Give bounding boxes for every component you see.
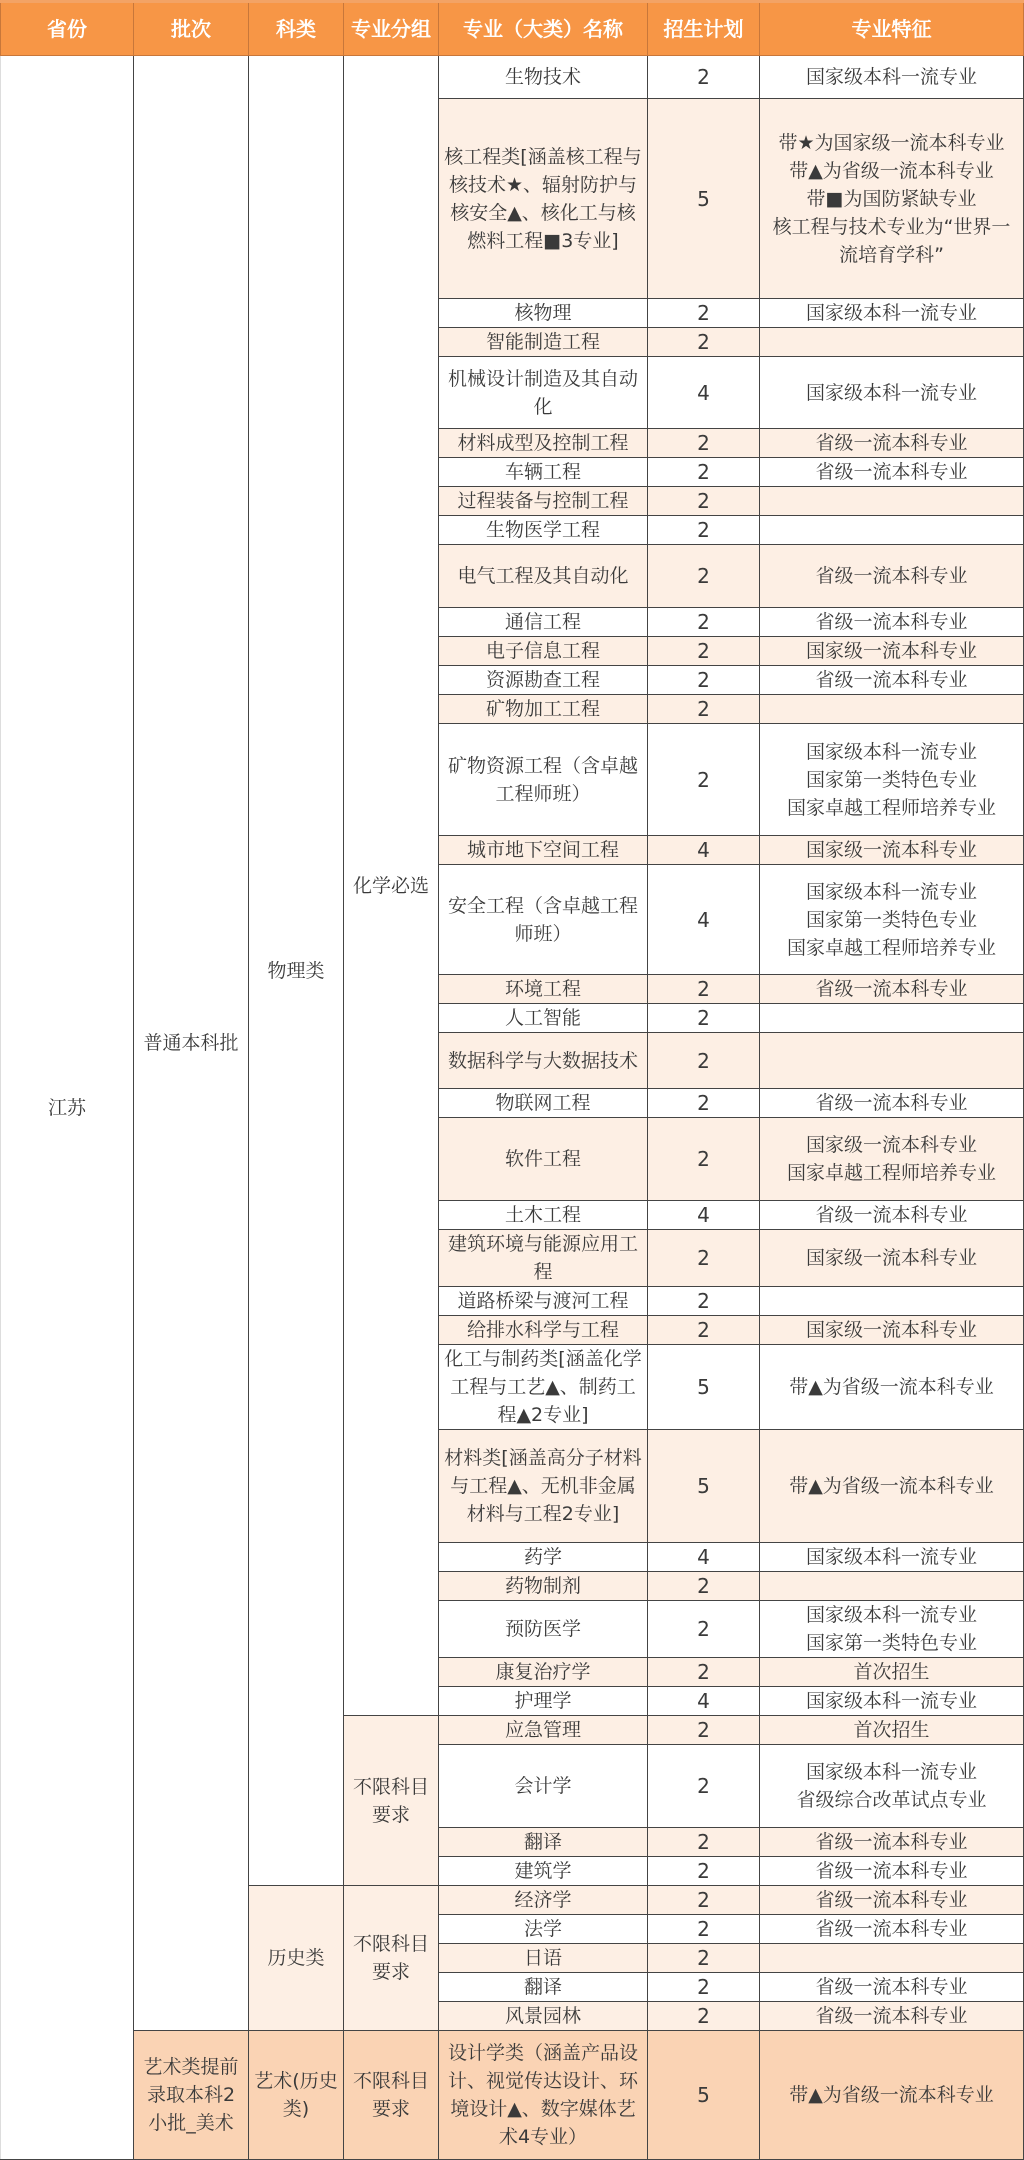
feature-cell: 省级一流本科专业 [760, 1886, 1024, 1915]
feature-cell [760, 1004, 1024, 1033]
province-cell: 江苏 [1, 56, 134, 2160]
plan-cell: 2 [648, 1857, 760, 1886]
group-cell: 不限科目要求 [344, 1716, 439, 1886]
feature-cell: 国家级本科一流专业 [760, 1687, 1024, 1716]
feature-cell [760, 1944, 1024, 1973]
major-name-cell: 土木工程 [439, 1201, 648, 1230]
major-name-cell: 机械设计制造及其自动化 [439, 357, 648, 429]
plan-cell: 2 [648, 1004, 760, 1033]
group-cell: 不限科目要求 [344, 2031, 439, 2160]
feature-cell: 省级一流本科专业 [760, 1857, 1024, 1886]
major-name-cell: 翻译 [439, 1828, 648, 1857]
plan-cell: 2 [648, 637, 760, 666]
plan-cell: 2 [648, 1572, 760, 1601]
feature-cell: 国家级本科一流专业 国家第一类特色专业 国家卓越工程师培养专业 [760, 865, 1024, 975]
major-name-cell: 资源勘查工程 [439, 666, 648, 695]
feature-cell: 国家级本科一流专业 省级综合改革试点专业 [760, 1745, 1024, 1828]
plan-cell: 2 [648, 1944, 760, 1973]
plan-cell: 5 [648, 1345, 760, 1430]
plan-cell: 5 [648, 2031, 760, 2160]
feature-cell: 国家级本科一流专业 国家第一类特色专业 [760, 1601, 1024, 1658]
major-name-cell: 环境工程 [439, 975, 648, 1004]
plan-cell: 5 [648, 99, 760, 299]
category-cell: 物理类 [249, 56, 344, 1886]
feature-cell: 国家级一流本科专业 [760, 637, 1024, 666]
plan-cell: 2 [648, 1601, 760, 1658]
plan-cell: 2 [648, 1118, 760, 1201]
plan-cell: 4 [648, 865, 760, 975]
feature-cell: 国家级本科一流专业 [760, 299, 1024, 328]
major-name-cell: 护理学 [439, 1687, 648, 1716]
plan-cell: 2 [648, 608, 760, 637]
plan-cell: 2 [648, 1089, 760, 1118]
feature-cell [760, 695, 1024, 724]
feature-cell: 国家级本科一流专业 [760, 56, 1024, 99]
major-name-cell: 软件工程 [439, 1118, 648, 1201]
major-name-cell: 核工程类[涵盖核工程与核技术★、辐射防护与核安全▲、核化工与核燃料工程■3专业] [439, 99, 648, 299]
category-cell: 艺术(历史类) [249, 2031, 344, 2160]
major-name-cell: 材料类[涵盖高分子材料与工程▲、无机非金属材料与工程2专业] [439, 1430, 648, 1543]
header-row [1, 2, 1024, 56]
header-group: 专业分组 [344, 2, 439, 56]
feature-cell: 省级一流本科专业 [760, 1973, 1024, 2002]
plan-cell: 4 [648, 357, 760, 429]
feature-cell: 省级一流本科专业 [760, 975, 1024, 1004]
plan-cell: 2 [648, 975, 760, 1004]
feature-cell: 省级一流本科专业 [760, 1201, 1024, 1230]
plan-cell: 5 [648, 1430, 760, 1543]
plan-cell: 2 [648, 1033, 760, 1089]
header-major-name: 专业（大类）名称 [439, 2, 648, 56]
major-name-cell: 法学 [439, 1915, 648, 1944]
plan-cell: 2 [648, 56, 760, 99]
header-plan: 招生计划 [648, 2, 760, 56]
plan-cell: 2 [648, 1287, 760, 1316]
major-name-cell: 经济学 [439, 1886, 648, 1915]
feature-cell: 国家级一流本科专业 [760, 1316, 1024, 1345]
feature-cell [760, 1287, 1024, 1316]
major-name-cell: 生物医学工程 [439, 516, 648, 545]
major-name-cell: 安全工程（含卓越工程师班） [439, 865, 648, 975]
feature-cell: 带▲为省级一流本科专业 [760, 2031, 1024, 2160]
batch-cell: 普通本科批 [134, 56, 249, 2031]
major-name-cell: 人工智能 [439, 1004, 648, 1033]
plan-cell: 2 [648, 487, 760, 516]
major-name-cell: 药学 [439, 1543, 648, 1572]
feature-cell: 省级一流本科专业 [760, 1089, 1024, 1118]
major-name-cell: 设计学类（涵盖产品设计、视觉传达设计、环境设计▲、数字媒体艺术4专业） [439, 2031, 648, 2160]
feature-cell: 国家级一流本科专业 国家卓越工程师培养专业 [760, 1118, 1024, 1201]
major-name-cell: 材料成型及控制工程 [439, 429, 648, 458]
feature-cell: 带▲为省级一流本科专业 [760, 1345, 1024, 1430]
feature-cell: 首次招生 [760, 1716, 1024, 1745]
feature-cell [760, 516, 1024, 545]
header-batch: 批次 [134, 2, 249, 56]
major-name-cell: 数据科学与大数据技术 [439, 1033, 648, 1089]
table-row [1, 56, 1024, 99]
feature-cell [760, 487, 1024, 516]
feature-cell: 国家级一流本科专业 [760, 1230, 1024, 1287]
plan-cell: 2 [648, 1230, 760, 1287]
table-row [1, 2031, 1024, 2160]
plan-cell: 2 [648, 724, 760, 836]
major-name-cell: 建筑学 [439, 1857, 648, 1886]
header-feature: 专业特征 [760, 2, 1024, 56]
major-name-cell: 翻译 [439, 1973, 648, 2002]
feature-cell [760, 1572, 1024, 1601]
major-name-cell: 康复治疗学 [439, 1658, 648, 1687]
plan-cell: 2 [648, 328, 760, 357]
major-name-cell: 给排水科学与工程 [439, 1316, 648, 1345]
plan-cell: 4 [648, 1543, 760, 1572]
major-name-cell: 智能制造工程 [439, 328, 648, 357]
plan-cell: 2 [648, 1316, 760, 1345]
major-name-cell: 道路桥梁与渡河工程 [439, 1287, 648, 1316]
plan-cell: 2 [648, 516, 760, 545]
plan-cell: 2 [648, 1828, 760, 1857]
feature-cell: 带▲为省级一流本科专业 [760, 1430, 1024, 1543]
major-name-cell: 过程装备与控制工程 [439, 487, 648, 516]
category-cell: 历史类 [249, 1886, 344, 2031]
table-body [1, 56, 1024, 2160]
major-name-cell: 电子信息工程 [439, 637, 648, 666]
feature-cell: 国家级一流本科专业 [760, 836, 1024, 865]
feature-cell [760, 1033, 1024, 1089]
major-name-cell: 城市地下空间工程 [439, 836, 648, 865]
header-category: 科类 [249, 2, 344, 56]
major-name-cell: 通信工程 [439, 608, 648, 637]
plan-cell: 2 [648, 1886, 760, 1915]
feature-cell: 首次招生 [760, 1658, 1024, 1687]
plan-cell: 2 [648, 545, 760, 608]
feature-cell: 省级一流本科专业 [760, 2002, 1024, 2031]
feature-cell: 国家级本科一流专业 国家第一类特色专业 国家卓越工程师培养专业 [760, 724, 1024, 836]
group-cell: 化学必选 [344, 56, 439, 1716]
major-name-cell: 车辆工程 [439, 458, 648, 487]
feature-cell: 国家级本科一流专业 [760, 1543, 1024, 1572]
plan-cell: 2 [648, 299, 760, 328]
plan-cell: 2 [648, 1716, 760, 1745]
batch-cell: 艺术类提前录取本科2小批_美术 [134, 2031, 249, 2160]
feature-cell: 省级一流本科专业 [760, 608, 1024, 637]
feature-cell: 国家级本科一流专业 [760, 357, 1024, 429]
plan-cell: 2 [648, 429, 760, 458]
group-cell: 不限科目要求 [344, 1886, 439, 2031]
major-name-cell: 矿物加工工程 [439, 695, 648, 724]
major-name-cell: 物联网工程 [439, 1089, 648, 1118]
plan-cell: 2 [648, 1745, 760, 1828]
major-name-cell: 预防医学 [439, 1601, 648, 1658]
plan-cell: 2 [648, 666, 760, 695]
feature-cell: 带★为国家级一流本科专业 带▲为省级一流本科专业 带■为国防紧缺专业 核工程与技术专业为“世界一流培育学科” [760, 99, 1024, 299]
major-name-cell: 药物制剂 [439, 1572, 648, 1601]
feature-cell: 省级一流本科专业 [760, 1828, 1024, 1857]
header-province: 省份 [1, 2, 134, 56]
major-name-cell: 核物理 [439, 299, 648, 328]
major-name-cell: 电气工程及其自动化 [439, 545, 648, 608]
major-name-cell: 矿物资源工程（含卓越工程师班） [439, 724, 648, 836]
feature-cell: 省级一流本科专业 [760, 666, 1024, 695]
plan-cell: 4 [648, 1687, 760, 1716]
feature-cell: 省级一流本科专业 [760, 1915, 1024, 1944]
feature-cell: 省级一流本科专业 [760, 458, 1024, 487]
plan-cell: 2 [648, 1973, 760, 2002]
major-name-cell: 建筑环境与能源应用工程 [439, 1230, 648, 1287]
major-name-cell: 会计学 [439, 1745, 648, 1828]
feature-cell: 省级一流本科专业 [760, 545, 1024, 608]
major-name-cell: 应急管理 [439, 1716, 648, 1745]
plan-cell: 2 [648, 1658, 760, 1687]
feature-cell: 省级一流本科专业 [760, 429, 1024, 458]
major-name-cell: 风景园林 [439, 2002, 648, 2031]
major-name-cell: 化工与制药类[涵盖化学工程与工艺▲、制药工程▲2专业] [439, 1345, 648, 1430]
plan-cell: 2 [648, 695, 760, 724]
plan-cell: 2 [648, 2002, 760, 2031]
plan-cell: 4 [648, 836, 760, 865]
major-name-cell: 日语 [439, 1944, 648, 1973]
major-name-cell: 生物技术 [439, 56, 648, 99]
feature-cell [760, 328, 1024, 357]
plan-cell: 2 [648, 1915, 760, 1944]
plan-cell: 2 [648, 458, 760, 487]
plan-cell: 4 [648, 1201, 760, 1230]
